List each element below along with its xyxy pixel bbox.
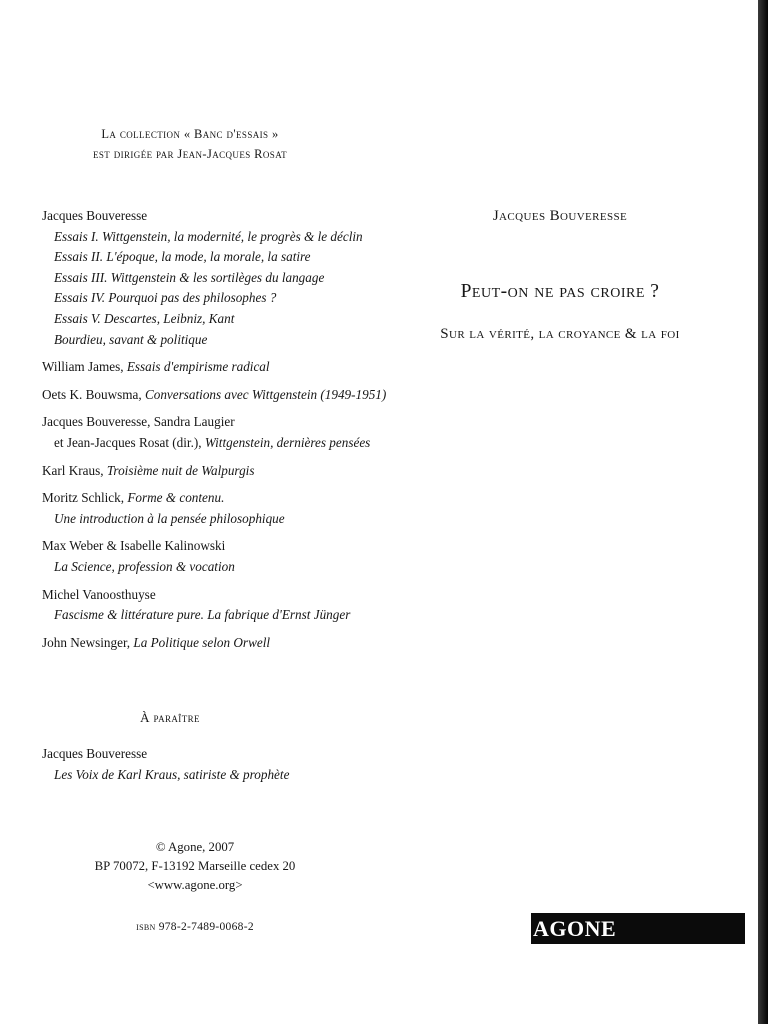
catalog-entry (42, 585, 372, 626)
catalog-title: Essais d'empirisme radical (126, 359, 270, 375)
catalog-title: Wittgenstein, dernières pensées (204, 434, 371, 450)
catalog-entry (42, 412, 372, 453)
publisher-address: BP 70072, F-13192 Marseille cedex 20 (94, 859, 296, 873)
isbn-line: isbn 978-2-7489-0068-2 (136, 921, 254, 933)
catalog-entry (42, 385, 387, 406)
collection-heading-line-2: est dirigée par Jean-Jacques Rosat (92, 147, 287, 161)
catalog-line: Jacques Bouveresse, Sandra Laugier (42, 414, 235, 430)
catalog-title: Forme & contenu. (127, 490, 225, 506)
catalog-line (42, 633, 372, 654)
catalog-line (42, 433, 372, 454)
catalog-author: Moritz Schlick, (42, 490, 128, 506)
catalog-line: Michel Vanoosthuyse (42, 586, 156, 602)
forthcoming-heading: À paraître (140, 710, 200, 725)
catalog-line (42, 461, 372, 482)
collection-heading-line-1: La collection « Banc d'essais » (101, 127, 279, 141)
catalog-title: Troisième nuit de Walpurgis (106, 462, 255, 478)
catalog-entry (42, 461, 372, 482)
forthcoming-entry (42, 744, 372, 785)
catalog-author: et Jean-Jacques Rosat (dir.), (54, 434, 205, 450)
catalog-entry (42, 206, 372, 350)
catalog-author: Oets K. Bouwsma, (42, 386, 145, 402)
collection-heading (40, 124, 340, 164)
catalog-line: Essais IV. Pourquoi pas des philosophes ? (54, 290, 277, 306)
forthcoming-author: Jacques Bouveresse (42, 746, 148, 761)
catalog-title: Conversations avec Wittgenstein (1949-1951) (144, 386, 387, 402)
publisher-logo-text: AGONE (533, 915, 617, 941)
catalog-line (42, 385, 387, 406)
catalog-title: La Politique selon Orwell (133, 634, 271, 650)
catalog-line (42, 357, 372, 378)
catalog-author: John Newsinger, (42, 634, 134, 650)
publisher-website: <www.agone.org> (147, 878, 243, 892)
imprint-block (60, 838, 330, 895)
page-edge-shadow (758, 0, 768, 1024)
copyright-line: © Agone, 2007 (155, 840, 235, 854)
catalog-line: Une introduction à la pensée philosophique (54, 510, 285, 526)
catalog-line: Max Weber & Isabelle Kalinowski (42, 538, 226, 554)
catalog-entry (42, 536, 372, 577)
catalog-line: Jacques Bouveresse (42, 208, 148, 223)
book-subtitle: Sur la vérité, la croyance & la foi (440, 326, 680, 342)
catalog-line (42, 488, 372, 509)
book-author: Jacques Bouveresse (492, 208, 628, 224)
catalog-line: Bourdieu, savant & politique (54, 331, 208, 347)
catalog-entry (42, 357, 372, 378)
catalog-line: La Science, profession & vocation (54, 558, 235, 574)
catalog-line: Essais III. Wittgenstein & les sortilèges du langage (54, 269, 325, 285)
catalog-author: William James, (42, 359, 127, 375)
catalog-line: Essais V. Descartes, Leibniz, Kant (54, 310, 235, 326)
forthcoming-title: Les Voix de Karl Kraus, satiriste & prophète (54, 766, 290, 782)
catalog-entry (42, 633, 372, 654)
catalog-entry (42, 488, 372, 529)
catalog-list (42, 206, 387, 660)
publisher-logo (531, 913, 745, 944)
catalog-line: Essais I. Wittgenstein, la modernité, le progrès & le déclin (54, 228, 363, 244)
catalog-line: Essais II. L'époque, la mode, la morale, la satire (54, 249, 311, 265)
book-title: Peut-on ne pas croire ? (460, 281, 660, 302)
catalog-author: Karl Kraus, (42, 462, 107, 478)
catalog-line: Fascisme & littérature pure. La fabrique d'Ernst Jünger (54, 607, 351, 623)
